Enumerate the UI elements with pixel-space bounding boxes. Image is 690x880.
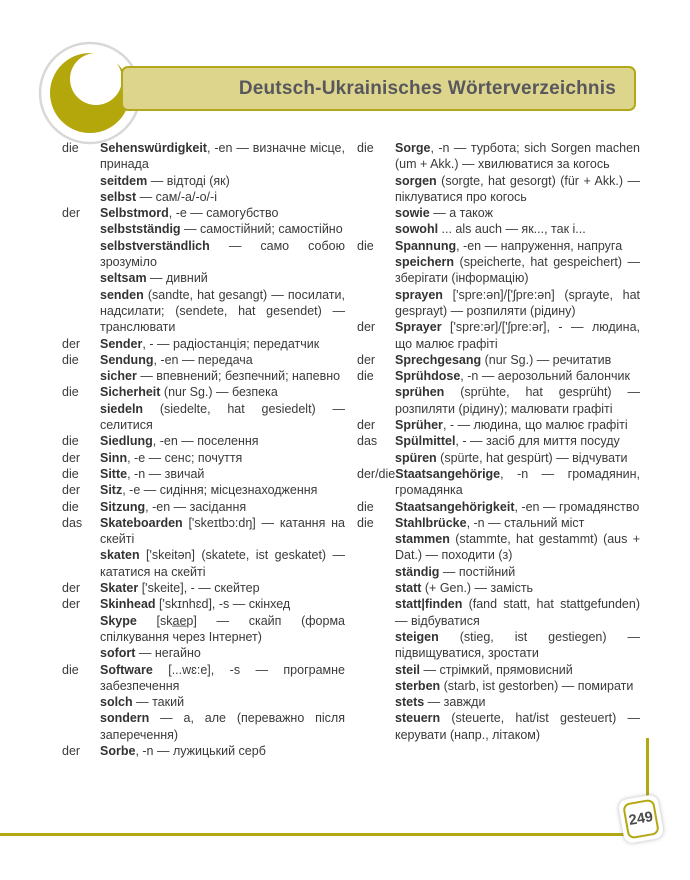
headword: Skype [100, 613, 137, 628]
gender-article: die [357, 141, 374, 155]
dictionary-entry [62, 270, 345, 286]
gender-article: der [62, 743, 81, 758]
headword: solch [100, 695, 133, 710]
translation-text: ['skɪnhɛd], -s — скінхед [155, 597, 291, 612]
translation-text: — негайно [135, 646, 201, 661]
dictionary-entry [62, 238, 345, 271]
dictionary-column-right [357, 140, 640, 759]
gender-article: der [62, 336, 81, 351]
translation-text: (stammte, hat gestammt) (aus + Dat.) — походити (з) [395, 532, 640, 563]
dictionary-entry [357, 564, 640, 580]
headword: Selbstmord [100, 206, 169, 221]
translation-text: , -n — аерозольний балончик [460, 369, 630, 384]
translation-text: , -en — напруження, напруга [456, 238, 623, 253]
headword: sterben [395, 678, 441, 693]
dictionary-entry [62, 221, 345, 237]
dictionary-entry [62, 433, 345, 449]
dictionary-entry [357, 368, 640, 384]
translation-text: (starb, ist gestorben) — помирати [440, 678, 634, 693]
dictionary-entry [357, 254, 640, 287]
dictionary-entry [357, 433, 640, 449]
dictionary-entry [62, 694, 345, 710]
headword: Staatsangehörige [395, 466, 501, 481]
headword: Skateboarden [100, 515, 183, 530]
dictionary-entry [357, 140, 640, 173]
translation-text: , -e — самогубство [168, 206, 279, 221]
dictionary-entry [357, 287, 640, 320]
headword: statt|finden [395, 597, 463, 612]
translation-text: [...wɛ:e], -s — програмне забезпечення [100, 662, 345, 693]
translation-text: , -n — звичай [127, 466, 205, 481]
dictionary-entry [62, 140, 345, 173]
gender-article: der [62, 483, 81, 498]
bottom-divider [0, 833, 629, 836]
dictionary-entry [357, 173, 640, 206]
headword: Spülmittel [395, 434, 456, 449]
headword: steil [395, 662, 421, 677]
headword: Sender [100, 336, 143, 351]
dictionary-entry [62, 482, 345, 498]
headword: senden [100, 287, 144, 302]
translation-text: — дивний [146, 271, 208, 286]
page-title: Deutsch-Ukrainisches Wörterverzeichnis [238, 77, 616, 99]
dictionary-entry [357, 499, 640, 515]
translation-text: , - — людина, що малює графіті [442, 418, 628, 433]
dictionary-entry [357, 694, 640, 710]
dictionary-entry [357, 678, 640, 694]
translation-text: , -en — поселення [152, 434, 259, 449]
dictionary-entry [62, 596, 345, 612]
dictionary-entry [62, 450, 345, 466]
headword: seltsam [100, 271, 147, 286]
headword: Sorbe [100, 743, 136, 758]
translation-text: , -en — громадянство [514, 499, 640, 514]
dictionary-columns [62, 140, 640, 759]
dictionary-entry [62, 499, 345, 515]
translation-text: — самостійний; самостійно [180, 222, 343, 237]
headword: speichern [395, 255, 455, 270]
gender-article: die [62, 434, 79, 449]
gender-article: der [62, 450, 81, 465]
dictionary-entry [62, 547, 345, 580]
dictionary-entry [357, 238, 640, 254]
headword: Stahlbrücke [395, 515, 467, 530]
dictionary-entry [62, 466, 345, 482]
headword: sprühen [395, 385, 445, 400]
dictionary-entry [62, 401, 345, 434]
headword: steuern [395, 711, 441, 726]
translation-text: (nur Sg.) — речитатив [481, 352, 612, 367]
translation-text: (sorgte, hat gesorgt) (für + Akk.) — піклуватися про когось [395, 173, 640, 204]
translation-text: (fand statt, hat stattgefunden) — відбуватися [395, 597, 640, 628]
translation-text: — постійний [439, 564, 516, 579]
dictionary-entry [357, 662, 640, 678]
page-number-badge [617, 794, 664, 844]
gender-article: die [357, 369, 374, 384]
translation-text: , -n — стальний міст [466, 515, 585, 530]
translation-text: — впевнений; безпечний; напевно [136, 369, 341, 384]
gender-article: der [62, 581, 81, 596]
dictionary-entry [357, 629, 640, 662]
translation-text: , -n — громадянин, громадянка [395, 466, 640, 498]
translation-text: (speicherte, hat gespeichert) — зберігати (інформацію) [395, 255, 640, 286]
dictionary-entry [357, 417, 640, 433]
dictionary-entry [357, 352, 640, 368]
dictionary-entry [62, 710, 345, 743]
translation-text: ... als auch — як..., так і... [438, 222, 586, 237]
headword: Spannung [395, 238, 457, 253]
headword: Sitte [100, 466, 128, 481]
headword: selbstständig [100, 222, 181, 237]
gender-article: die [62, 466, 79, 481]
gender-article: das [357, 434, 378, 449]
dictionary-entry [62, 189, 345, 205]
translation-text: [ska̲e̲p] — скайп (форма спілкування через Інтернет) [100, 613, 345, 644]
headword: spüren [395, 450, 437, 465]
gender-article: die [62, 499, 79, 514]
translation-text: — сам/-а/-о/-і [136, 189, 217, 204]
headword: stammen [395, 532, 450, 547]
dictionary-entry [62, 287, 345, 336]
dictionary-entry [357, 596, 640, 629]
translation-text: ['skeitən] (skatete, ist geskatet) — кататися на скейті [100, 548, 345, 579]
headword: sowie [395, 206, 430, 221]
translation-text: (siedelte, hat gesiedelt) — селитися [100, 401, 345, 433]
dictionary-entry [357, 319, 640, 352]
headword: Sitzung [100, 499, 146, 514]
headword: Staatsangehörigkeit [395, 499, 515, 514]
headword: stets [395, 695, 425, 710]
dictionary-entry [62, 352, 345, 368]
translation-text: , -e — сидіння; місцезнаходження [122, 483, 318, 498]
dictionary-entry [357, 205, 640, 221]
page-number-frame [622, 798, 660, 839]
headword: seitdem [100, 173, 148, 188]
translation-text: , - — радіостанція; передатчик [142, 336, 320, 351]
gender-article: der [62, 597, 81, 612]
headword: Sicherheit [100, 385, 161, 400]
dictionary-entry [357, 531, 640, 564]
dictionary-entry [62, 613, 345, 646]
translation-text: (+ Gen.) — замість [421, 581, 534, 596]
headword: steigen [395, 629, 439, 644]
translation-text: , -en — засідання [145, 499, 247, 514]
gender-article: das [62, 515, 83, 530]
dictionary-entry [62, 515, 345, 548]
translation-text: (stieg, ist gestiegen) — підвищуватися, зростати [395, 629, 640, 661]
dictionary-entry [62, 743, 345, 759]
headword: sofort [100, 646, 136, 661]
translation-text: — такий [132, 695, 185, 710]
translation-text: — стрімкий, прямовисний [420, 662, 573, 677]
translation-text: (sandte, hat gesangt) — посилати, надсилати; (sendete, hat gesendet) — транслювати [100, 287, 345, 335]
translation-text: , - — засіб для миття посуду [455, 434, 620, 449]
headword: Sprühdose [395, 369, 461, 384]
dictionary-entry [62, 173, 345, 189]
gender-article: der [62, 206, 81, 221]
headword: Sprechgesang [395, 352, 482, 367]
dictionary-entry [62, 336, 345, 352]
translation-text: — відтоді (як) [147, 173, 230, 188]
translation-text: ['skeite], - — скейтер [138, 581, 260, 596]
headword: statt [395, 581, 422, 596]
dictionary-entry [62, 645, 345, 661]
headword: sowohl [395, 222, 439, 237]
dictionary-entry [62, 384, 345, 400]
translation-text: ['skeɪtbɔ:dŋ] — катання на скейті [100, 515, 345, 547]
headword: selbst [100, 189, 137, 204]
headword: Skinhead [100, 597, 156, 612]
translation-text: — завжди [424, 695, 486, 710]
headword: Skater [100, 581, 139, 596]
dictionary-entry [62, 662, 345, 695]
translation-text: — а, але (переважно після заперечення) [100, 711, 345, 742]
headword: siedeln [100, 401, 144, 416]
translation-text: (spürte, hat gespürt) — відчувати [436, 450, 628, 465]
dictionary-entry [357, 466, 640, 499]
translation-text: , -en — визначне місце, принада [100, 141, 345, 172]
dictionary-entry [357, 580, 640, 596]
dictionary-column-left [62, 140, 345, 759]
gender-article: der/die [357, 466, 396, 481]
translation-text: (sprühte, hat gesprüht) — розпиляти (рідину); малювати графіті [395, 385, 640, 416]
headword: ständig [395, 564, 440, 579]
headword: Sehenswürdigkeit [100, 141, 207, 155]
gender-article: die [62, 385, 79, 400]
gender-article: der [357, 418, 376, 433]
headword: Sendung [100, 352, 154, 367]
translation-text: , -e — сенс; почуття [127, 450, 243, 465]
dictionary-entry [357, 384, 640, 417]
translation-text: — само собою зрозуміло [100, 238, 345, 270]
dictionary-entry [62, 205, 345, 221]
translation-text: ['spre:ən]/['ʃpre:ən] (sprayte, hat gesprayt) — розпиляти (рідину) [395, 287, 640, 318]
headword: Sprüher [395, 418, 443, 433]
headword: sondern [100, 711, 150, 726]
headword: Sprayer [395, 320, 442, 335]
gender-article: die [357, 515, 374, 530]
headword: Sinn [100, 450, 128, 465]
dictionary-entry [62, 368, 345, 384]
headword: Sorge [395, 141, 431, 155]
headword: sicher [100, 369, 137, 384]
gender-article: die [357, 238, 374, 253]
dictionary-entry [357, 710, 640, 743]
gender-article: die [62, 352, 79, 367]
translation-text: , -en — передача [153, 352, 253, 367]
headword: Siedlung [100, 434, 153, 449]
headword: Software [100, 662, 153, 677]
dictionary-entry [357, 515, 640, 531]
headword: sorgen [395, 173, 437, 188]
translation-text: (nur Sg.) — безпека [160, 385, 278, 400]
translation-text: , -n — турбота; sich Sorgen machen (um + Akk.) — хвилюватися за когось [395, 141, 640, 172]
header-banner [121, 66, 636, 111]
gender-article: die [62, 141, 79, 155]
dictionary-entry [357, 450, 640, 466]
gender-article: der [357, 320, 376, 335]
dictionary-entry [62, 580, 345, 596]
page-number: 249 [627, 809, 655, 829]
headword: selbstverständlich [100, 238, 210, 253]
headword: sprayen [395, 287, 443, 302]
dictionary-entry [357, 221, 640, 237]
translation-text: — а також [429, 206, 493, 221]
headword: Sitz [100, 483, 123, 498]
gender-article: die [62, 662, 79, 677]
translation-text: (steuerte, hat/ist gesteuert) — керувати (напр., літаком) [395, 711, 640, 742]
headword: skaten [100, 548, 140, 563]
gender-article: die [357, 499, 374, 514]
translation-text: ['spre:ər]/['ʃpre:ər], - — людина, що малює графіті [395, 320, 640, 351]
gender-article: der [357, 352, 376, 367]
translation-text: , -n — лужицький серб [135, 743, 266, 758]
